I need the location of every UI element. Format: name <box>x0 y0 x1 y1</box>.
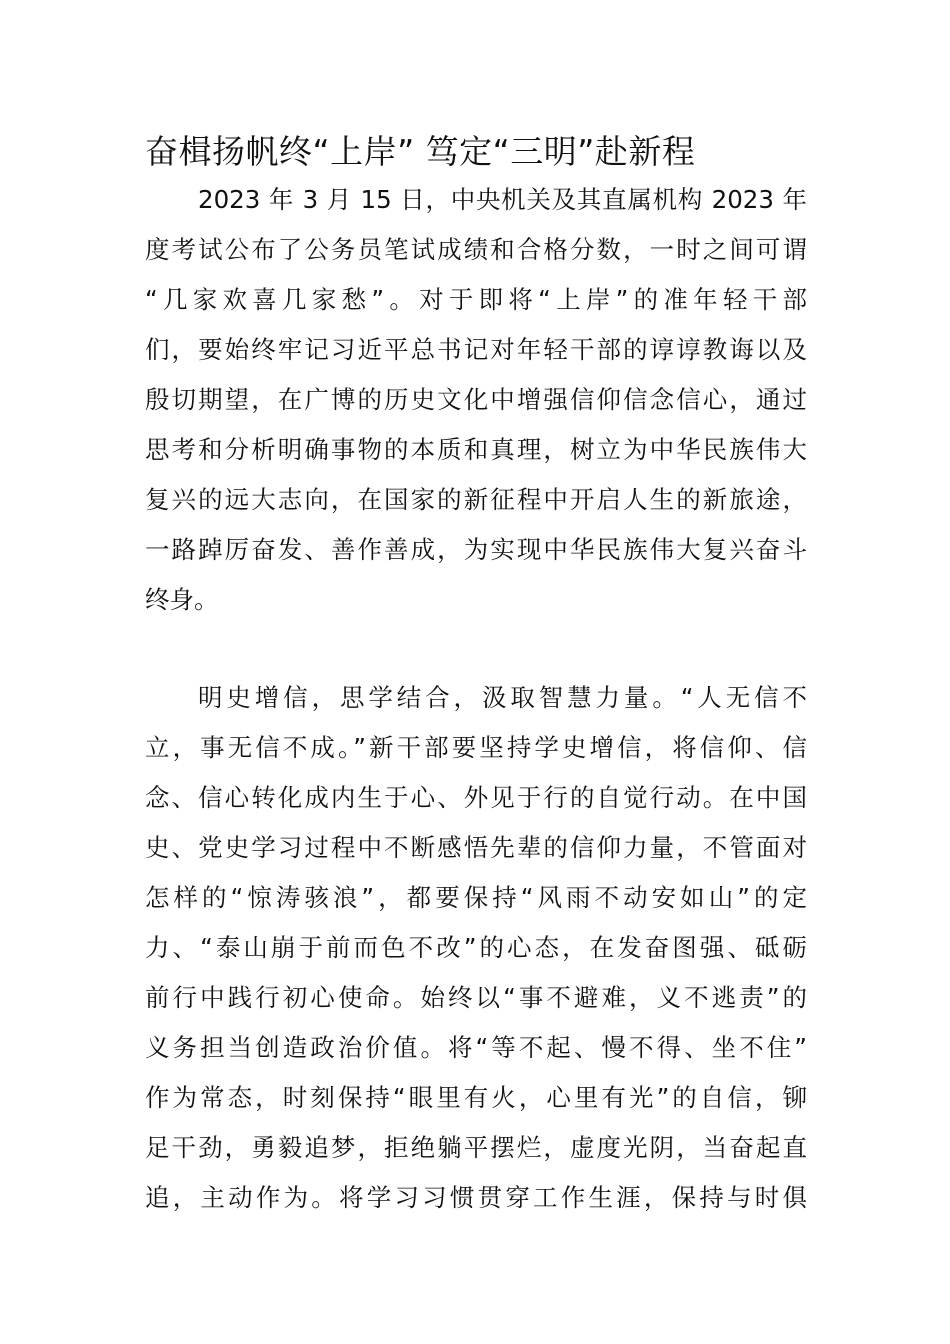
paragraph-line: 复兴的远大志向，在国家的新征程中开启人生的新旅途， <box>145 485 807 514</box>
paragraph-line: 追，主动作为。将学习习惯贯穿工作生涯，保持与时俱 <box>145 1183 807 1212</box>
paragraph-line: 力、“泰山崩于前而色不改”的心态，在发奋图强、砥砺 <box>145 933 807 962</box>
paragraph-line: 明史增信，思学结合，汲取智慧力量。“人无信不 <box>198 683 807 712</box>
paragraph-line: 2023 年 3 月 15 日，中央机关及其直属机构 2023 年 <box>198 185 807 214</box>
paragraph-line: 史、党史学习过程中不断感悟先辈的信仰力量，不管面对 <box>145 833 807 862</box>
paragraph-line: 殷切期望，在广博的历史文化中增强信仰信念信心，通过 <box>145 385 807 414</box>
paragraph-line: 思考和分析明确事物的本质和真理，树立为中华民族伟大 <box>145 435 807 464</box>
document-title: 奋楫扬帆终“上岸” 笃定“三明”赴新程 <box>145 132 696 171</box>
paragraph-line: 一路踔厉奋发、善作善成，为实现中华民族伟大复兴奋斗 <box>145 535 807 564</box>
paragraph-line: 终身。 <box>145 585 219 614</box>
paragraph-line: 怎样的“惊涛骇浪”，都要保持“风雨不动安如山”的定 <box>145 883 807 912</box>
paragraph-line: 们，要始终牢记习近平总书记对年轻干部的谆谆教诲以及 <box>145 335 807 364</box>
paragraph-line: 度考试公布了公务员笔试成绩和合格分数，一时之间可谓 <box>145 235 807 264</box>
paragraph-line: “几家欢喜几家愁”。对于即将“上岸”的准年轻干部 <box>145 285 807 314</box>
paragraph-line: 前行中践行初心使命。始终以“事不避难，义不逃责”的 <box>145 983 807 1012</box>
paragraph-line: 立，事无信不成。”新干部要坚持学史增信，将信仰、信 <box>145 733 807 762</box>
paragraph-line: 义务担当创造政治价值。将“等不起、慢不得、坐不住” <box>145 1033 807 1062</box>
paragraph-line: 足干劲，勇毅追梦，拒绝躺平摆烂，虚度光阴，当奋起直 <box>145 1133 807 1162</box>
paragraph-line: 作为常态，时刻保持“眼里有火，心里有光”的自信，铆 <box>145 1083 807 1112</box>
paragraph-line: 念、信心转化成内生于心、外见于行的自觉行动。在中国 <box>145 783 807 812</box>
